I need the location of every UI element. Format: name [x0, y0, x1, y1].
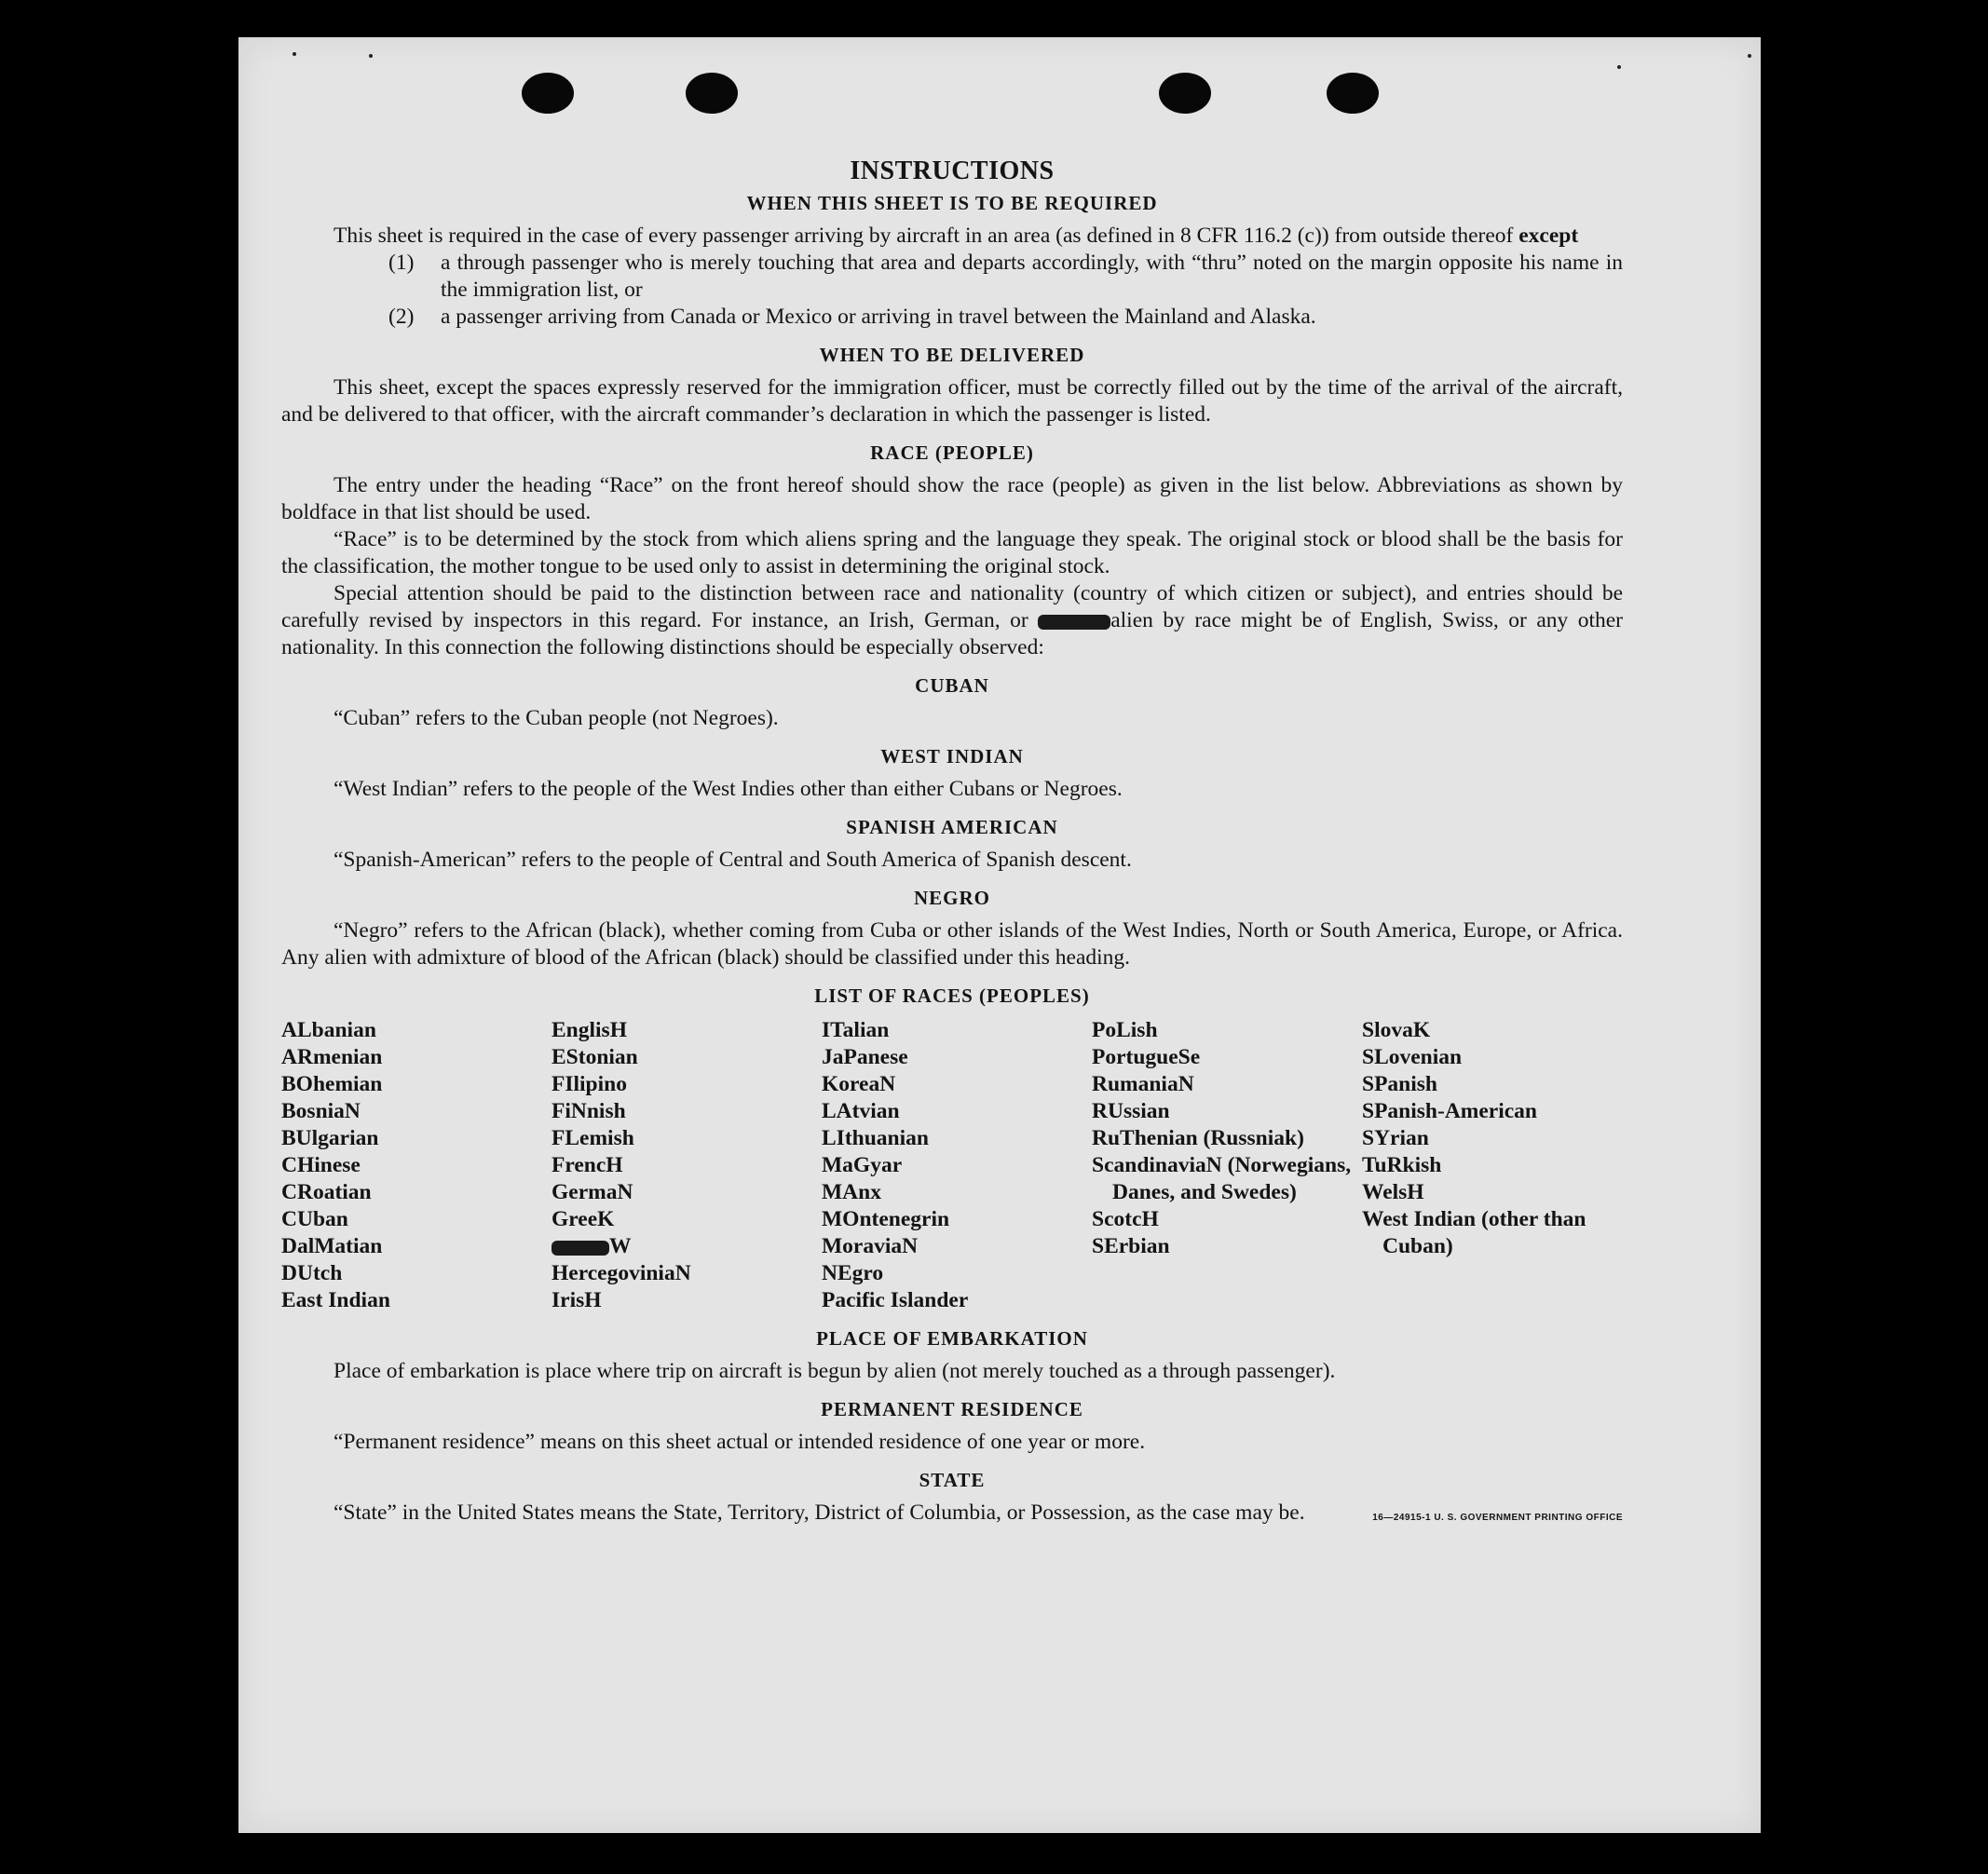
race-column [551, 1017, 812, 1314]
race-item: TuRkish [1362, 1153, 1442, 1177]
item-text: a passenger arriving from Canada or Mexico or arriving in travel between the Mainland and Alaska. [441, 305, 1316, 329]
race-item: CUban [281, 1207, 348, 1231]
paragraph [281, 580, 1623, 661]
section-heading: WEST INDIAN [880, 745, 1024, 767]
emphasis: except [1518, 224, 1579, 248]
race-item: FLemish [551, 1126, 634, 1150]
paragraph: “Race” is to be determined by the stock from which aliens spring and the language they speak. The original stock or blood shall be the basis for the classification, the mother tongue to be used only to assist in determining the original stock. [281, 527, 1623, 578]
race-column [822, 1017, 1083, 1314]
race-item: BosniaN [281, 1099, 361, 1123]
race-item: RuThenian (Russniak) [1092, 1126, 1304, 1150]
speck [1617, 65, 1621, 69]
section-heading: PERMANENT RESIDENCE [821, 1398, 1083, 1420]
race-item: IrisH [551, 1288, 602, 1312]
race-item-redacted [551, 1233, 812, 1260]
race-item: DalMatian [281, 1234, 383, 1258]
race-item: LAtvian [822, 1099, 900, 1123]
list-item [281, 304, 1623, 331]
race-item: DUtch [281, 1261, 343, 1285]
punch-hole [1327, 73, 1379, 114]
race-item: MaGyar [822, 1153, 903, 1177]
redaction-mark [551, 1241, 609, 1256]
punch-hole [522, 73, 574, 114]
paragraph: “State” in the United States means the State, Territory, District of Columbia, or Possession, as the case may be. [334, 1501, 1305, 1525]
race-column [1362, 1017, 1623, 1314]
race-item: BOhemian [281, 1072, 383, 1096]
race-item: MOntenegrin [822, 1207, 950, 1231]
section-heading: SPANISH AMERICAN [846, 816, 1058, 838]
race-item: ITalian [822, 1018, 890, 1042]
paragraph: The entry under the heading “Race” on the front hereof should show the race (people) as given in the list below. Abbreviations as shown by boldface in that list should be used. [281, 473, 1623, 524]
race-item: GreeK [551, 1207, 615, 1231]
race-item: WelsH [1362, 1180, 1424, 1204]
race-item: BUlgarian [281, 1126, 379, 1150]
item-number: (2) [388, 305, 415, 329]
race-item: SLovenian [1362, 1045, 1463, 1069]
printing-office-imprint: 16—24915‑1 U. S. GOVERNMENT PRINTING OFFICE [1372, 1513, 1623, 1523]
race-item: SPanish [1362, 1072, 1437, 1096]
speck [369, 54, 373, 58]
paragraph-text: This sheet is required in the case of every passenger arriving by aircraft in an area (as defined in 8 CFR 116.2 (c)) from outside thereof [334, 224, 1514, 248]
section-heading: LIST OF RACES (PEOPLES) [814, 985, 1090, 1007]
race-item: FrencH [551, 1153, 623, 1177]
race-item: East Indian [281, 1288, 390, 1312]
paragraph-text: alien by race might be of English, Swiss, or any other nationality. In this connection the following distinctions should be especially observed: [281, 608, 1624, 659]
race-item: ScandinaviaN (Norwegians, Danes, and Swedes) [1092, 1153, 1352, 1204]
section-heading: WHEN THIS SHEET IS TO BE REQUIRED [746, 192, 1158, 214]
speck [1748, 54, 1751, 58]
race-item: LIthuanian [822, 1126, 929, 1150]
race-item: GermaN [551, 1180, 633, 1204]
section-heading: STATE [919, 1469, 986, 1491]
race-item: RUssian [1092, 1099, 1170, 1123]
redaction-mark [1038, 615, 1110, 630]
race-item: FIlipino [551, 1072, 627, 1096]
race-item: KoreaN [822, 1072, 896, 1096]
section-heading: RACE (PEOPLE) [870, 441, 1034, 464]
paragraph-text: Special attention should be paid to the distinction between race and nationality (country of which citizen or subject), and entries should be carefully revised by inspectors in this regard. For instance, an Irish, German, or [281, 581, 1623, 632]
section-heading: NEGRO [913, 887, 990, 909]
race-item: SlovaK [1362, 1018, 1431, 1042]
race-item: MAnx [822, 1180, 881, 1204]
race-item: West Indian (other than Cuban) [1362, 1207, 1586, 1258]
paragraph: “Permanent residence” means on this sheet actual or intended residence of one year or more. [334, 1430, 1146, 1454]
race-item: CRoatian [281, 1180, 372, 1204]
race-item: ALbanian [281, 1018, 376, 1042]
last-section [281, 1500, 1623, 1527]
item-number: (1) [388, 251, 415, 275]
section-heading: CUBAN [915, 674, 989, 697]
paragraph: “Spanish-American” refers to the people of Central and South America of Spanish descent. [334, 848, 1132, 872]
page-title: INSTRUCTIONS [850, 156, 1055, 185]
race-list [281, 1017, 1623, 1314]
speck [293, 52, 296, 56]
instructions-body [281, 156, 1623, 1527]
race-item: ARmenian [281, 1045, 383, 1069]
paragraph: “Cuban” refers to the Cuban people (not Negroes). [334, 706, 779, 730]
paragraph: This sheet, except the spaces expressly reserved for the immigration officer, must be correctly filled out by the time of the arrival of the aircraft, and be delivered to that officer, with the aircraft commander’s declaration in which the passenger is listed. [281, 375, 1623, 427]
instruction-sheet [238, 37, 1761, 1833]
section-heading: WHEN TO BE DELIVERED [819, 344, 1085, 366]
race-item: NEgro [822, 1261, 884, 1285]
section-heading: PLACE OF EMBARKATION [816, 1327, 1088, 1350]
race-item: EStonian [551, 1045, 638, 1069]
race-item: MoraviaN [822, 1234, 919, 1258]
race-item: SYrian [1362, 1126, 1429, 1150]
race-item: JaPanese [822, 1045, 908, 1069]
paragraph [281, 223, 1623, 250]
item-text: a through passenger who is merely touching that area and departs accordingly, with “thru” noted on the margin opposite his name in the immigration list, or [441, 251, 1623, 302]
race-item: SPanish-American [1362, 1099, 1537, 1123]
race-item: PortugueSe [1092, 1045, 1201, 1069]
race-item: FiNnish [551, 1099, 626, 1123]
race-item: RumaniaN [1092, 1072, 1194, 1096]
race-item: EnglisH [551, 1018, 627, 1042]
race-item: CHinese [281, 1153, 361, 1177]
race-item: PoLish [1092, 1018, 1158, 1042]
paragraph: “West Indian” refers to the people of the West Indies other than either Cubans or Negroes. [334, 777, 1123, 801]
race-item: HercegoviniaN [551, 1261, 691, 1285]
race-column [1092, 1017, 1353, 1314]
punch-hole [686, 73, 738, 114]
paragraph: “Negro” refers to the African (black), whether coming from Cuba or other islands of the West Indies, North or South America, Europe, or Africa. Any alien with admixture of blood of the African (black) should be classified under this heading. [281, 918, 1623, 970]
paragraph: Place of embarkation is place where trip on aircraft is begun by alien (not merely touched as a through passenger). [334, 1359, 1336, 1383]
race-item: SErbian [1092, 1234, 1170, 1258]
race-item: ScotcH [1092, 1207, 1159, 1231]
race-item-suffix: W [609, 1234, 632, 1258]
race-item: Pacific Islander [822, 1288, 969, 1312]
punch-hole [1159, 73, 1211, 114]
list-item [281, 250, 1623, 304]
race-column [281, 1017, 542, 1314]
